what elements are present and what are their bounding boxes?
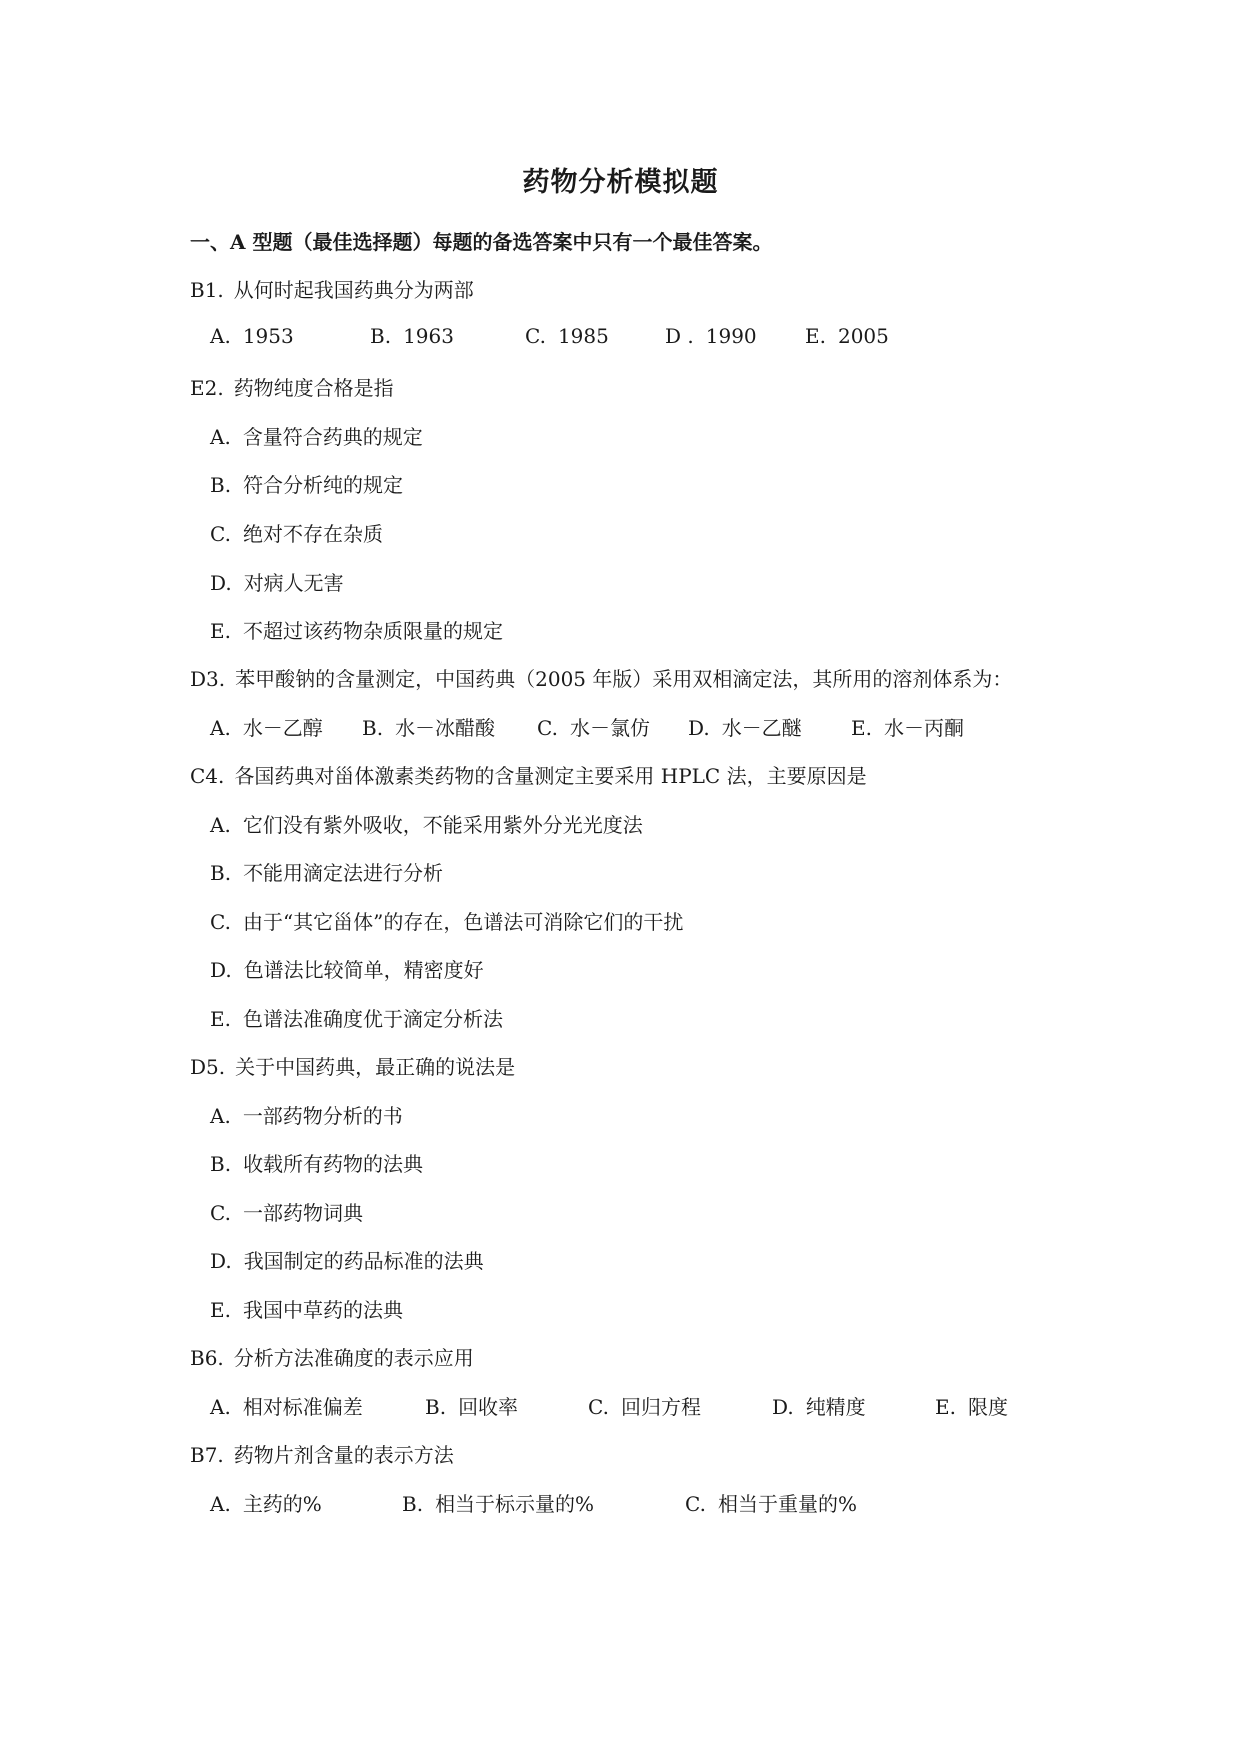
option-text: 主药的% (242, 1492, 322, 1516)
question-7-option-b (402, 1488, 594, 1517)
option-text: 1953 (242, 324, 294, 348)
question-number: D3. (190, 667, 226, 691)
option-letter: D . (665, 324, 694, 348)
option-letter: E. (210, 1298, 231, 1322)
question-1-stem (190, 274, 474, 303)
question-text: 从何时起我国药典分为两部 (233, 278, 474, 302)
option-letter: B. (402, 1492, 424, 1516)
option-letter: C. (210, 1201, 231, 1225)
option-letter: E. (851, 716, 872, 740)
question-text: 各国药典对甾体激素类药物的含量测定主要采用 HPLC 法，主要原因是 (234, 764, 867, 788)
option-letter: B. (210, 473, 232, 497)
option-letter: B. (425, 1395, 447, 1419)
question-3-option-e (851, 712, 964, 741)
question-3-option-b (362, 712, 495, 741)
question-1-option-d (665, 324, 757, 348)
option-letter: D. (688, 716, 710, 740)
question-4-option-e (210, 1003, 503, 1032)
option-letter: B. (370, 324, 392, 348)
question-number: D5. (190, 1055, 226, 1079)
question-number: C4. (190, 764, 225, 788)
option-letter: A. (210, 1395, 231, 1419)
option-text: 水－丙酮 (883, 716, 964, 740)
question-1-option-c (525, 324, 609, 348)
question-1-option-a (210, 324, 294, 348)
question-2-option-c (210, 518, 383, 547)
question-4-option-a (210, 809, 643, 838)
option-text: 绝对不存在杂质 (242, 522, 383, 546)
option-letter: E. (210, 1007, 231, 1031)
option-letter: D. (210, 1249, 232, 1273)
option-letter: A. (210, 1492, 231, 1516)
option-text: 水－乙醚 (721, 716, 802, 740)
option-letter: D. (772, 1395, 794, 1419)
question-3-stem (190, 663, 1012, 692)
question-1-option-e (805, 324, 889, 348)
option-text: 色谱法比较简单，精密度好 (243, 958, 484, 982)
option-text: 含量符合药典的规定 (242, 425, 423, 449)
option-letter: C. (685, 1492, 706, 1516)
option-text: 1985 (557, 324, 609, 348)
question-text: 分析方法准确度的表示应用 (233, 1346, 474, 1370)
question-2-option-b (210, 469, 403, 498)
option-letter: C. (537, 716, 558, 740)
option-text: 水－氯仿 (569, 716, 650, 740)
option-text: 2005 (837, 324, 889, 348)
option-text: 1963 (403, 324, 454, 348)
option-letter: C. (210, 910, 231, 934)
option-text: 色谱法准确度优于滴定分析法 (242, 1007, 503, 1031)
question-4-option-b (210, 857, 443, 886)
question-5-option-a (210, 1100, 403, 1129)
option-letter: A. (210, 716, 231, 740)
question-3-option-d (688, 712, 802, 741)
question-6-option-a (210, 1391, 363, 1420)
option-letter: B. (210, 861, 232, 885)
option-text: 回归方程 (620, 1395, 701, 1419)
option-letter: D. (210, 958, 232, 982)
option-text: 水－冰醋酸 (395, 716, 496, 740)
option-letter: D. (210, 571, 232, 595)
option-text: 相对标准偏差 (242, 1395, 363, 1419)
option-text: 一部药物词典 (242, 1201, 363, 1225)
question-3-option-a (210, 712, 323, 741)
question-text: 关于中国药典，最正确的说法是 (235, 1055, 516, 1079)
option-text: 不能用滴定法进行分析 (243, 861, 444, 885)
option-letter: A. (210, 324, 231, 348)
question-6-stem (190, 1342, 474, 1371)
question-4-stem (190, 760, 867, 789)
option-text: 我国中草药的法典 (242, 1298, 403, 1322)
option-letter: C. (525, 324, 546, 348)
option-text: 符合分析纯的规定 (243, 473, 404, 497)
page-title: 药物分析模拟题 (522, 167, 719, 198)
option-text: 收载所有药物的法典 (243, 1152, 424, 1176)
question-6-option-d (772, 1391, 866, 1420)
question-number: E2. (190, 376, 224, 400)
question-1-option-b (370, 324, 454, 348)
option-text: 一部药物分析的书 (242, 1104, 403, 1128)
option-letter: E. (210, 619, 231, 643)
question-7-stem (190, 1439, 454, 1468)
question-4-option-c (210, 906, 683, 935)
option-text: 我国制定的药品标准的法典 (243, 1249, 484, 1273)
option-letter: A. (210, 425, 231, 449)
question-3-option-c (537, 712, 650, 741)
option-text: 限度 (967, 1395, 1008, 1419)
option-letter: B. (210, 1152, 232, 1176)
option-letter: C. (210, 522, 231, 546)
question-7-option-a (210, 1488, 322, 1517)
question-2-option-d (210, 567, 344, 596)
question-5-stem (190, 1051, 515, 1080)
question-5-option-d (210, 1245, 484, 1274)
question-number: B7. (190, 1443, 224, 1467)
question-6-option-b (425, 1391, 518, 1420)
option-text: 水－乙醇 (242, 716, 323, 740)
option-letter: E. (805, 324, 826, 348)
question-5-option-e (210, 1294, 403, 1323)
question-6-option-c (588, 1391, 701, 1420)
question-2-option-a (210, 421, 423, 450)
option-text: 它们没有紫外吸收，不能采用紫外分光光度法 (242, 813, 643, 837)
option-letter: C. (588, 1395, 609, 1419)
option-letter: A. (210, 813, 231, 837)
question-number: B6. (190, 1346, 224, 1370)
option-text: 相当于重量的% (717, 1492, 857, 1516)
question-6-option-e (935, 1391, 1008, 1420)
question-5-option-b (210, 1148, 423, 1177)
question-text: 苯甲酸钠的含量测定，中国药典（2005 年版）采用双相滴定法，其所用的溶剂体系为： (235, 667, 1013, 691)
question-2-option-e (210, 615, 503, 644)
option-letter: A. (210, 1104, 231, 1128)
question-text: 药物纯度合格是指 (233, 376, 394, 400)
option-text: 由于“其它甾体”的存在，色谱法可消除它们的干扰 (242, 910, 684, 934)
question-5-option-c (210, 1197, 363, 1226)
question-text: 药物片剂含量的表示方法 (233, 1443, 454, 1467)
option-letter: B. (362, 716, 384, 740)
option-text: 相当于标示量的% (435, 1492, 595, 1516)
question-2-stem (190, 372, 394, 401)
option-letter: E. (935, 1395, 956, 1419)
question-4-option-d (210, 954, 484, 983)
question-7-option-c (685, 1488, 857, 1517)
question-number: B1. (190, 278, 224, 302)
option-text: 1990 (705, 324, 757, 348)
section-heading: 一、A 型题（最佳选择题）每题的备选答案中只有一个最佳答案。 (190, 230, 773, 254)
option-text: 回收率 (458, 1395, 519, 1419)
option-text: 纯精度 (805, 1395, 866, 1419)
option-text: 不超过该药物杂质限量的规定 (242, 619, 503, 643)
option-text: 对病人无害 (243, 571, 344, 595)
